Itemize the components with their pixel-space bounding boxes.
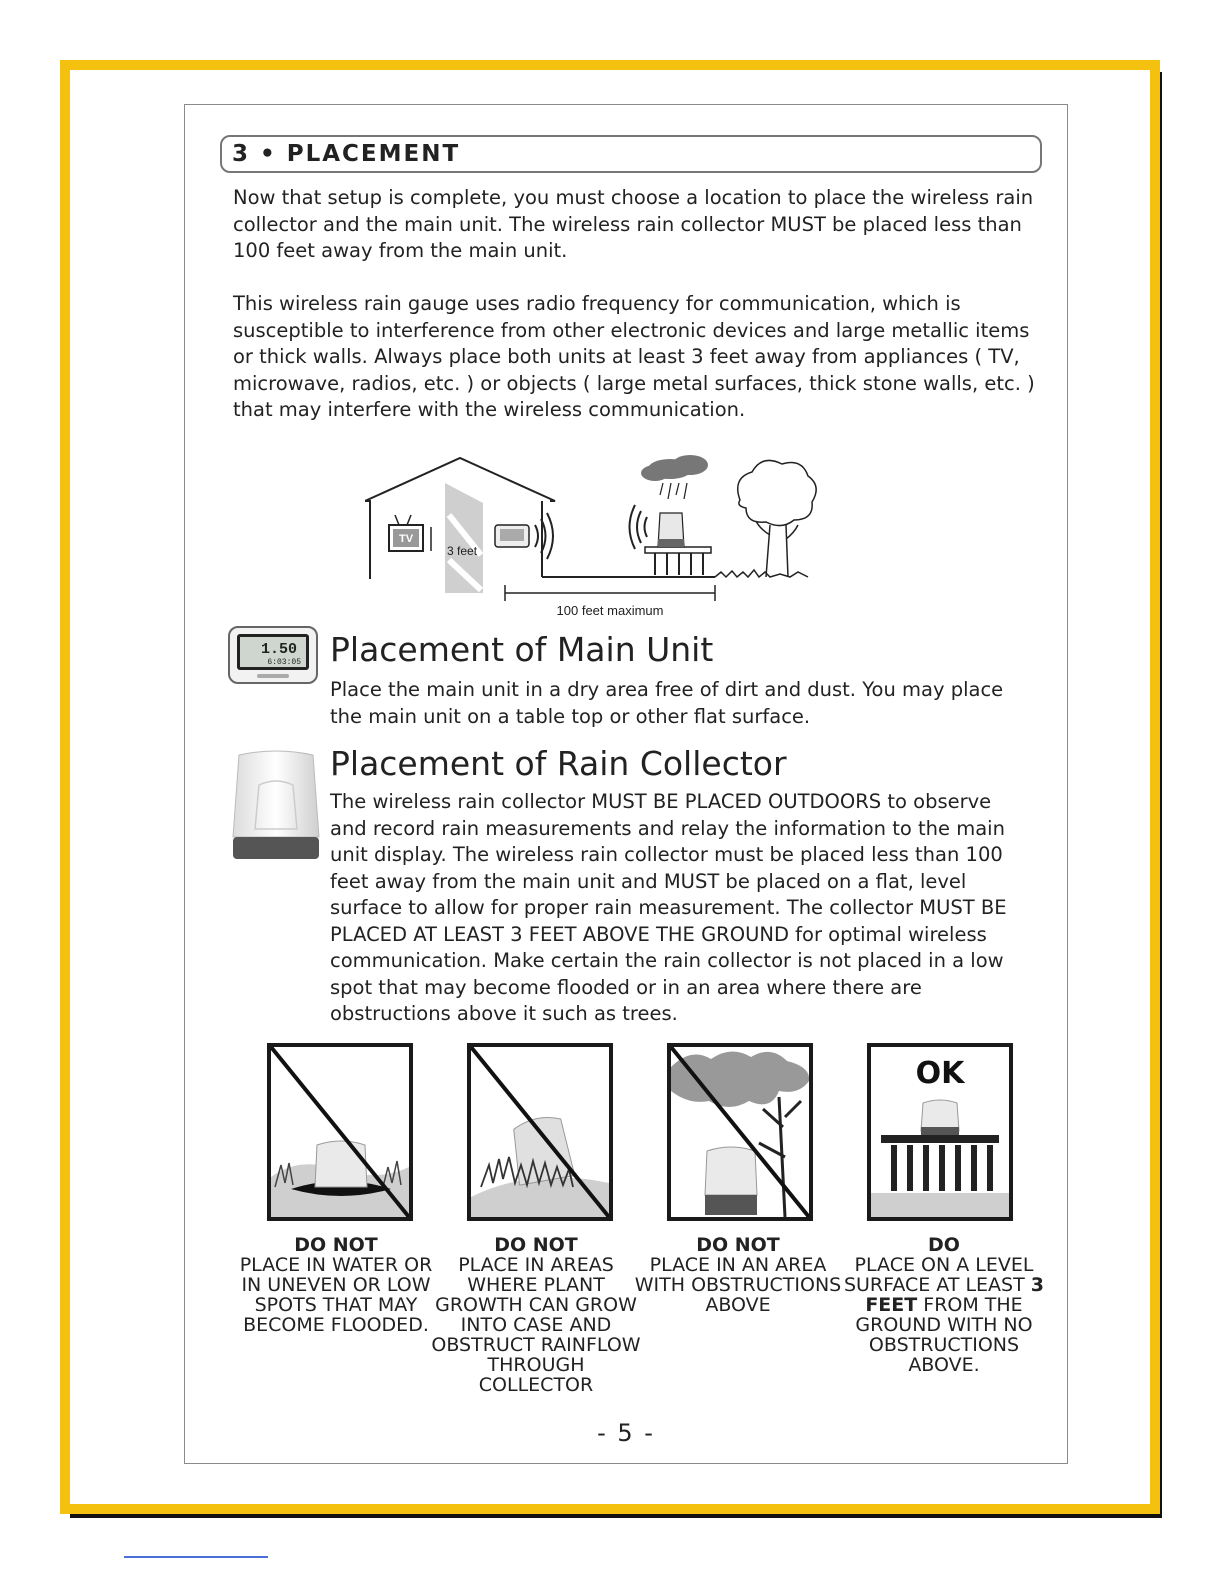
flooded-spot-illustration xyxy=(271,1047,409,1217)
caption-ok-text-b: FROM THE GROUND WITH NO OBSTRUCTIONS ABOVE. xyxy=(855,1294,1033,1376)
caption-tree-head: DO NOT xyxy=(696,1234,780,1256)
signal-waves-right xyxy=(630,505,648,549)
distance-label: 100 feet maximum xyxy=(556,603,664,618)
main-unit-small-icon xyxy=(495,525,529,547)
level-surface-illustration xyxy=(871,1047,1009,1217)
intro-paragraph-2: This wireless rain gauge uses radio frequency for communication, which is susceptible to interference from other electronic devices and large metallic items or thick walls. Always place both units at least 3 feet away from appliances ( TV, microwave, radios, etc. ) or objects ( large metal surfaces, thick stone walls, etc. ) that may interfere with the wireless communication. xyxy=(233,292,1035,421)
display-time: 6:03:05 xyxy=(267,658,301,667)
three-feet-label: 3 feet xyxy=(447,544,478,558)
panel-plants xyxy=(467,1043,613,1221)
caption-water-head: DO NOT xyxy=(294,1234,378,1256)
underline-link xyxy=(124,1556,268,1558)
caption-plants-text: PLACE IN AREAS WHERE PLANT GROWTH CAN GROW INTO CASE AND OBSTRUCT RAINFLOW THROUGH COLLECTOR xyxy=(431,1254,641,1396)
caption-ok-bold: 3 FEET xyxy=(865,1274,1045,1316)
main-unit-body: Place the main unit in a dry area free of dirt and dust. You may place the main unit on a table top or other flat surface. xyxy=(330,678,1004,728)
rain-collector-title: Placement of Rain Collector xyxy=(330,744,787,783)
tv-icon xyxy=(389,515,423,551)
caption-tree-text: PLACE IN AN AREA WITH OBSTRUCTIONS ABOVE xyxy=(634,1254,842,1316)
main-unit-title: Placement of Main Unit xyxy=(330,630,714,669)
tree-icon xyxy=(738,460,816,577)
rain-collector-small-icon xyxy=(658,513,684,547)
section-title: 3 • PLACEMENT xyxy=(220,135,1042,173)
panel-tree xyxy=(667,1043,813,1221)
main-unit-image xyxy=(227,625,319,685)
panel-water xyxy=(267,1043,413,1221)
caption-ok-text-a: PLACE ON A LEVEL SURFACE AT LEAST xyxy=(843,1254,1034,1296)
caption-plants-head: DO NOT xyxy=(494,1234,578,1256)
ok-badge: OK xyxy=(915,1056,965,1091)
intro-paragraph-1: Now that setup is complete, you must choose a location to place the wireless rain collector and the main unit. The wireless rain collector MUST be placed less than 100 feet away from the main unit. xyxy=(233,186,1034,262)
tree-obstruction-illustration xyxy=(671,1047,809,1217)
display-value: 1.50 xyxy=(260,641,297,658)
caption-ok-head: DO xyxy=(928,1234,960,1256)
placement-diagram xyxy=(365,455,845,625)
caption-ok xyxy=(839,1235,1049,1375)
manual-page xyxy=(184,104,1068,1464)
page-number: - 5 - xyxy=(597,1419,655,1447)
caption-water xyxy=(231,1235,441,1335)
panel-ok xyxy=(867,1043,1013,1221)
rain-collector-image xyxy=(231,745,321,863)
tv-label: TV xyxy=(398,533,414,545)
plant-growth-illustration xyxy=(471,1047,609,1217)
caption-tree xyxy=(633,1235,843,1315)
rain-collector-body: The wireless rain collector MUST BE PLACED OUTDOORS to observe and record rain measurements and relay the information to the main unit display. The wireless rain collector must be placed less than 100 feet away from the main unit and MUST be placed on a flat, level surface to allow for proper rain measurement. The collector MUST BE PLACED AT LEAST 3 FEET ABOVE THE GROUND for optimal wireless communication. Make certain the rain collector is not placed in a low spot that may become flooded or in an area where there are obstructions above it such as trees. xyxy=(330,790,1007,1025)
signal-waves-left xyxy=(535,513,553,559)
caption-plants xyxy=(431,1235,641,1395)
rain-cloud-icon xyxy=(641,455,708,499)
caption-water-text: PLACE IN WATER OR IN UNEVEN OR LOW SPOTS THAT MAY BECOME FLOODED. xyxy=(239,1254,433,1336)
